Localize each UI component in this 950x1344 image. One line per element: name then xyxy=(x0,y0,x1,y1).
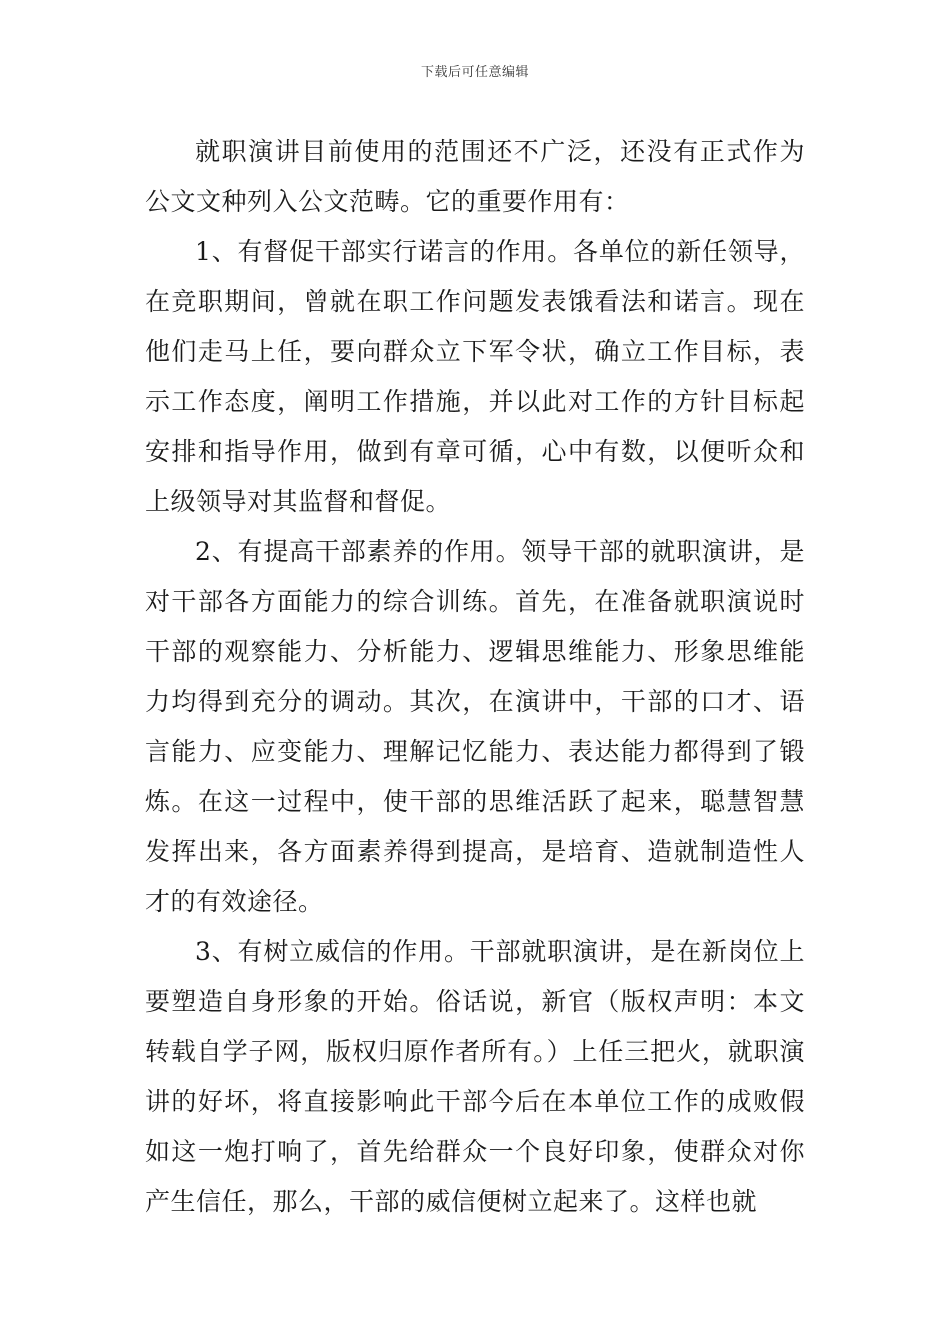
paragraph-point-1: 1、有督促干部实行诺言的作用。各单位的新任领导，在竞职期间，曾就在职工作问题发表饿看法和诺言。现在他们走马上任，要向群众立下军令状，确立工作目标，表示工作态度，阐明工作措施，并以此对工作的方针目标起安排和指导作用，做到有章可循，心中有数，以便听众和上级领导对其监督和督促。 xyxy=(145,237,805,516)
paragraph-intro: 就职演讲目前使用的范围还不广泛，还没有正式作为公文文种列入公文范畴。它的重要作用有： xyxy=(145,137,805,216)
document-body xyxy=(145,127,805,1227)
paragraph-point-2: 2、有提高干部素养的作用。领导干部的就职演讲，是对干部各方面能力的综合训练。首先，在准备就职演说时干部的观察能力、分析能力、逻辑思维能力、形象思维能力均得到充分的调动。其次，在演讲中，干部的口才、语言能力、应变能力、理解记忆能力、表达能力都得到了锻炼。在这一过程中，使干部的思维活跃了起来，聪慧智慧发挥出来，各方面素养得到提高，是培育、造就制造性人才的有效途径。 xyxy=(145,537,805,916)
page-header: 下载后可任意编辑 xyxy=(420,65,529,80)
paragraph-point-3: 3、有树立威信的作用。干部就职演讲，是在新岗位上要塑造自身形象的开始。俗话说，新官（版权声明：本文转载自学子网，版权归原作者所有。）上任三把火，就职演讲的好坏，将直接影响此干部今后在本单位工作的成败假如这一炮打响了，首先给群众一个良好印象，使群众对你产生信任，那么，干部的威信便树立起来了。这样也就 xyxy=(145,937,805,1216)
